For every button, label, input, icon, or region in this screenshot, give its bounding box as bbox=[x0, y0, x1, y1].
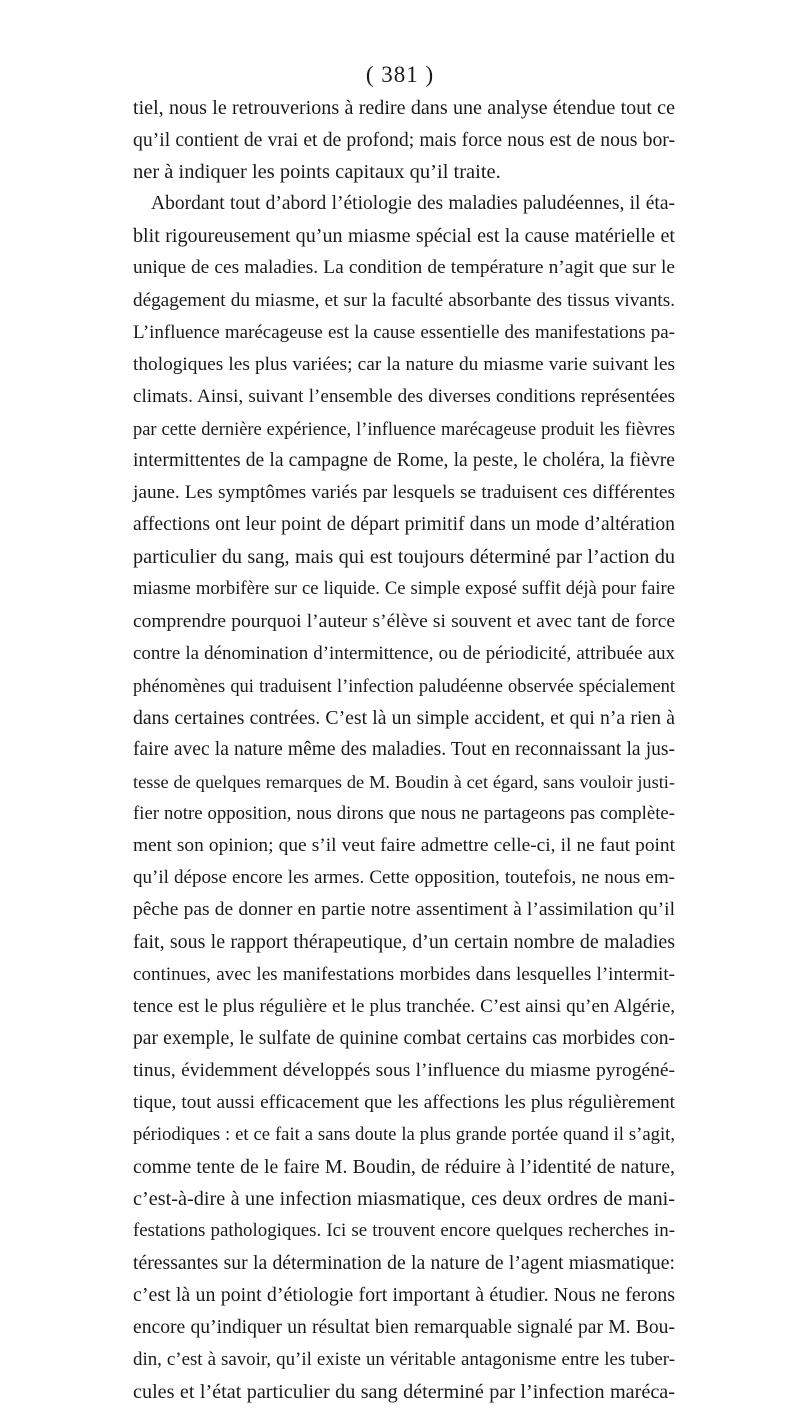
text-line: comprendre pourquoi l’auteur s’élève si souvent et avec tant de force bbox=[133, 610, 675, 632]
text-line: thologiques les plus variées; car la nature du miasme varie suivant les bbox=[133, 353, 675, 375]
text-line: par cette dernière expérience, l’influence marécageuse produit les fièvres bbox=[133, 418, 675, 439]
text-line: unique de ces maladies. La condition de température n’agit que sur le bbox=[133, 257, 675, 279]
text-line: miasme morbifère sur ce liquide. Ce simple exposé suffit déjà pour faire bbox=[133, 578, 675, 600]
text-line: jaune. Les symptômes variés par lesquels se traduisent ces différentes bbox=[133, 482, 675, 504]
text-line: c’est-à-dire à une infection miasmatique, ces deux ordres de mani- bbox=[133, 1188, 675, 1211]
body-text bbox=[133, 92, 675, 1408]
text-line: tence est le plus régulière et le plus tranchée. C’est ainsi qu’en Algérie, bbox=[133, 995, 675, 1017]
text-line: téressantes sur la détermination de la nature de l’agent miasmatique: bbox=[133, 1252, 675, 1275]
text-line: L’influence marécageuse est la cause essentielle des manifestations pa- bbox=[133, 321, 675, 343]
text-line: climats. Ainsi, suivant l’ensemble des diverses conditions représentées bbox=[133, 385, 675, 407]
text-line: c’est là un point d’étiologie fort important à étudier. Nous ne ferons bbox=[133, 1284, 675, 1307]
text-line: affections ont leur point de départ primitif dans un mode d’altération bbox=[133, 514, 675, 536]
text-line: ner à indiquer les points capitaux qu’il traite. bbox=[133, 161, 501, 184]
text-line: périodiques : et ce fait a sans doute la plus grande portée quand il s’agit, bbox=[133, 1124, 675, 1145]
text-line: ment son opinion; que s’il veut faire admettre celle-ci, il ne faut point bbox=[133, 835, 675, 857]
text-line: faire avec la nature même des maladies. Tout en reconnaissant la jus- bbox=[133, 738, 675, 760]
text-line: fier notre opposition, nous dirons que nous ne partageons pas complète- bbox=[133, 803, 675, 825]
text-line: tinus, évidemment développés sous l’influence du miasme pyrogéné- bbox=[133, 1059, 675, 1081]
text-line: contre la dénomination d’intermittence, ou de périodicité, attribuée aux bbox=[133, 642, 675, 664]
text-line: tiel, nous le retrouverions à redire dans une analyse étendue tout ce bbox=[133, 97, 675, 119]
text-line: festations pathologiques. Ici se trouvent encore quelques recherches in- bbox=[133, 1220, 675, 1242]
text-line: particulier du sang, mais qui est toujours déterminé par l’action du bbox=[133, 546, 675, 569]
text-line: dans certaines contrées. C’est là un simple accident, et qui n’a rien à bbox=[133, 706, 675, 729]
text-line: cules et l’état particulier du sang déterminé par l’infection maréca- bbox=[133, 1380, 675, 1403]
text-line: pêche pas de donner en partie notre assentiment à l’assimilation qu’il bbox=[133, 899, 675, 921]
text-line: intermittentes de la campagne de Rome, la peste, le choléra, la fièvre bbox=[133, 450, 675, 472]
text-line: par exemple, le sulfate de quinine combat certains cas morbides con- bbox=[133, 1027, 675, 1049]
text-line: blit rigoureusement qu’un miasme spécial est la cause matérielle et bbox=[133, 225, 675, 248]
page-number: ( 381 ) bbox=[365, 62, 435, 87]
text-line: Abordant tout d’abord l’étiologie des maladies paludéennes, il éta- bbox=[151, 193, 675, 215]
text-line: encore qu’indiquer un résultat bien remarquable signalé par M. Bou- bbox=[133, 1316, 675, 1338]
text-line: continues, avec les manifestations morbides dans lesquelles l’intermit- bbox=[133, 963, 675, 985]
text-line: tesse de quelques remarques de M. Boudin à cet égard, sans vouloir justi- bbox=[133, 771, 675, 792]
text-line: qu’il contient de vrai et de profond; mais force nous est de nous bor- bbox=[133, 129, 675, 152]
text-line: din, c’est à savoir, qu’il existe un véritable antagonisme entre les tuber- bbox=[133, 1348, 675, 1370]
text-line: qu’il dépose encore les armes. Cette opposition, toutefois, ne nous em- bbox=[133, 867, 675, 889]
text-line: tique, tout aussi efficacement que les affections les plus régulièrement bbox=[133, 1091, 675, 1113]
text-line: dégagement du miasme, et sur la faculté absorbante des tissus vivants. bbox=[133, 289, 675, 311]
text-line: fait, sous le rapport thérapeutique, d’un certain nombre de maladies bbox=[133, 931, 675, 954]
text-line: phénomènes qui traduisent l’infection paludéenne observée spécialement bbox=[133, 675, 675, 696]
text-line: comme tente de le faire M. Boudin, de réduire à l’identité de nature, bbox=[133, 1156, 675, 1179]
